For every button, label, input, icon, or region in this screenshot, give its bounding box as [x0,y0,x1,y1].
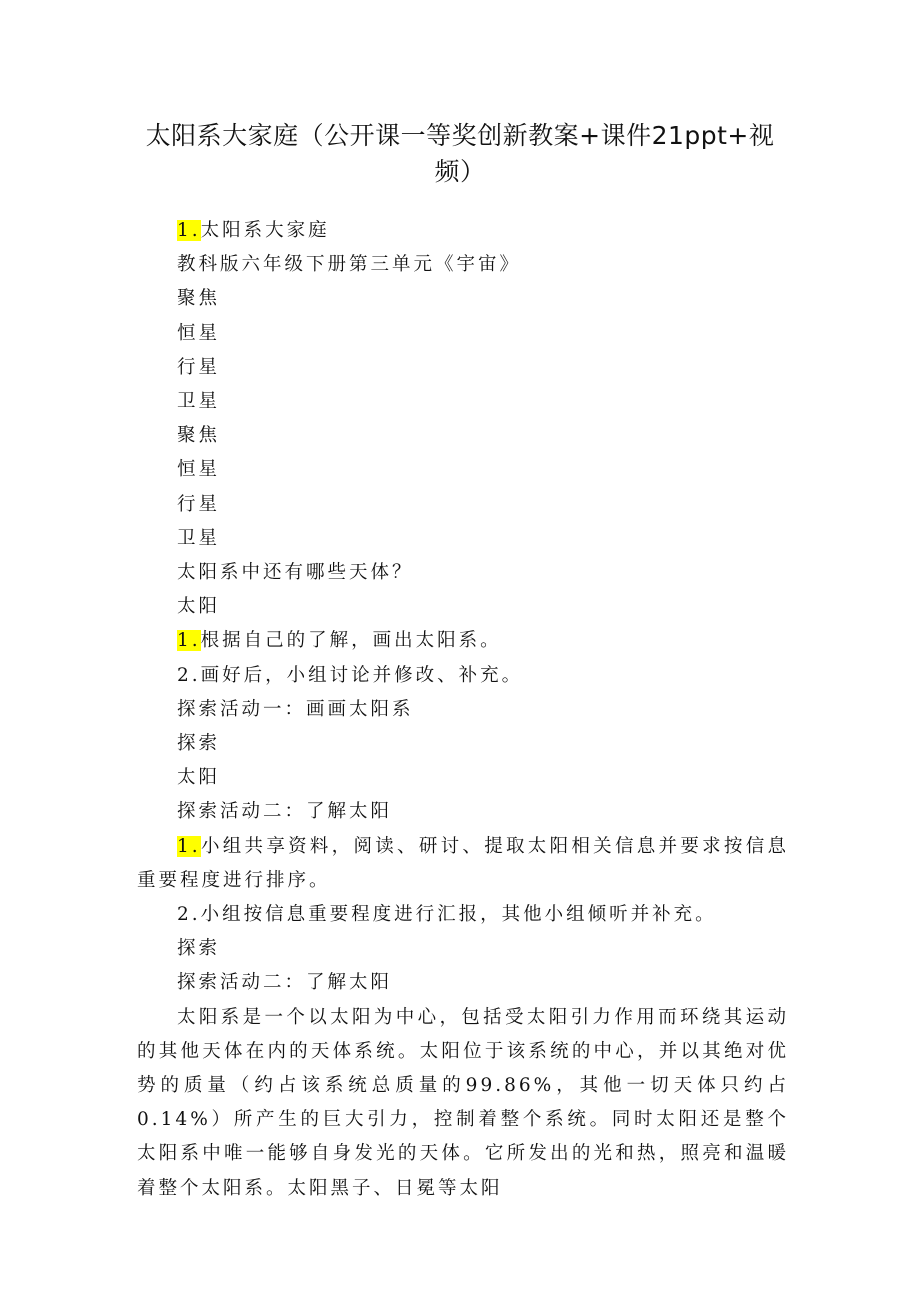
text-line: 太阳 [177,767,221,789]
text-line: 卫星 [177,527,221,549]
text-line: 教科版六年级下册第三单元《宇宙》 [177,254,522,276]
text-line: 聚焦 [177,288,221,310]
highlight-marker: 1. [177,220,201,241]
text-line: 探索活动二：了解太阳 [177,801,393,823]
text-line: 恒星 [177,459,221,481]
text-line: 2.小组按信息重要程度进行汇报，其他小组倾听并补充。 [177,904,717,926]
text-line: 2.画好后，小组讨论并修改、补充。 [177,664,524,686]
document-title: 太阳系大家庭（公开课一等奖创新教案+课件21ppt+视频） [145,121,775,186]
text-line: 聚焦 [177,425,221,447]
text-line: 恒星 [177,322,221,344]
paragraph [137,830,789,898]
text-line: 探索活动一：画画太阳系 [177,698,414,720]
text-line: 行星 [177,493,221,515]
text-line: 卫星 [177,391,221,413]
document-body [137,214,789,1206]
line-text: 根据自己的了解，画出太阳系。 [200,630,502,652]
paragraph: 太阳系是一个以太阳为中心，包括受太阳引力作用而环绕其运动的其他天体在内的天体系统。太阳位于该系统的中心，并以其绝对优势的质量（约占该系统总质量的99.86%，其他一切天体只约占0.14%）所产生的巨大引力，控制着整个系统。同时太阳还是整个太阳系中唯一能够自身发光的天体。它所发出的光和热，照亮和温暖着整个太阳系。太阳黑子、日冕等太阳 [137,1006,789,1199]
text-line: 太阳系中还有哪些天体？ [177,562,414,584]
list-item [137,214,789,248]
paragraph-text: 小组共享资料，阅读、研讨、提取太阳相关信息并要求按信息重要程度进行排序。 [137,835,789,891]
text-line: 探索 [177,733,221,755]
text-line: 行星 [177,356,221,378]
highlight-marker: 1. [177,835,201,857]
text-line: 探索活动二：了解太阳 [177,972,393,994]
text-line: 太阳 [177,596,221,618]
text-line: 探索 [177,938,221,960]
line-text: 太阳系大家庭 [200,220,330,241]
highlight-marker: 1. [177,630,201,652]
list-item [137,624,789,658]
